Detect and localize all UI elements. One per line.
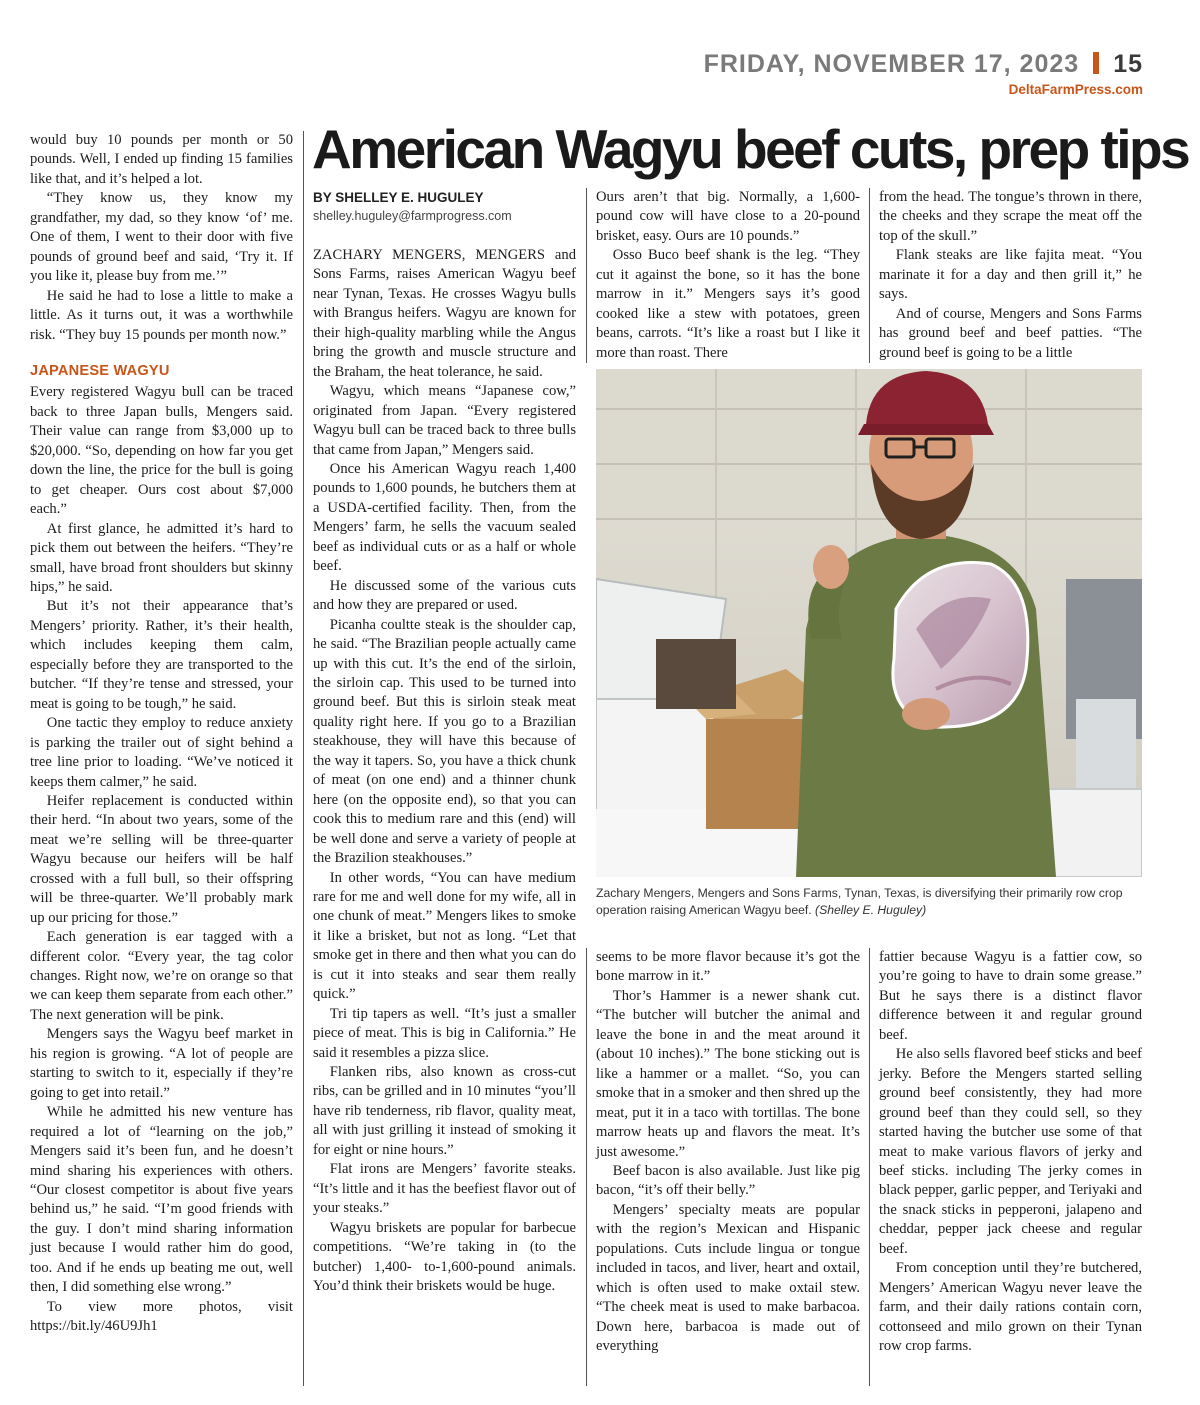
paragraph: from the head. The tongue’s thrown in there, the cheeks and they scrape the meat off the top of the skull.” [879,189,1142,244]
paragraph: Flanken ribs, also known as cross-cut ribs, can be grilled and in 10 minutes “you’ll have rib tenderness, rib flavor, quality meat, all with just grilling it instead of smoking it for eight or nine hours.” [313,1064,576,1158]
paragraph: Ours aren’t that big. Normally, a 1,600-pound cow will have close to a 20-pound brisket, easy. Ours are 10 pounds.” [596,189,860,244]
paragraph: He discussed some of the various cuts and how they are prepared or used. [313,577,576,614]
author-email[interactable]: shelley.huguley@farmprogress.com [313,209,512,223]
article-column-1 [30,131,293,1337]
article-column-3-top [596,188,860,363]
column-rule [586,948,587,1386]
paragraph: would buy 10 pounds per month or 50 pounds. Well, I ended up finding 15 families like that, and it’s helped a lot. [30,132,293,187]
paragraph: And of course, Mengers and Sons Farms has ground beef and beef patties. “The ground beef is going to be a little [879,305,1142,361]
paragraph: One tactic they employ to reduce anxiety is parking the trailer out of sight behind a tree line prior to loading. “We’ve noticed it keeps them calmer,” he said. [30,715,293,790]
paragraph: Wagyu briskets are popular for barbecue competitions. “We’re taking in (to the butcher) 1,400- to-1,600-pound animals. You’d think their briskets would be huge. [313,1219,576,1295]
column-rule [586,188,587,363]
issue-date-header [700,50,1143,79]
paragraph: fattier because Wagyu is a fattier cow, so you’re going to have to drain some grease.” But he says there is a distinct flavor difference between it and regular ground beef. [879,949,1142,1043]
paragraph: seems to be more flavor because it’s got the bone marrow in it.” [596,949,860,985]
caption-text: Zachary Mengers, Mengers and Sons Farms, Tynan, Texas, is diversifying their primarily row crop operation raising American Wagyu beef. [596,886,1123,917]
paragraph: “They know us, they know my grandfather, my dad, so they know ‘of’ me. One of them, I went to their door with five pounds of ground beef and said, ‘Try it. If you like it, please buy from me.’” [30,190,293,285]
byline: BY SHELLEY E. HUGULEY [313,190,484,205]
website-link[interactable]: DeltaFarmPress.com [1008,82,1143,97]
article-column-3-bottom [596,948,860,1357]
paragraph: Each generation is ear tagged with a different color. “Every year, the tag color changes. Right now, we’re on orange so that we can keep them separate from each other.” The next generation will be pink. [30,929,293,1023]
article-photo [596,369,1142,877]
paragraph: Wagyu, which means “Japanese cow,” originated from Japan. “Every registered Wagyu bull can be traced back to three bulls that came from Japan,” Mengers said. [313,383,576,458]
column-rule [869,188,870,363]
paragraph: From conception until they’re butchered, Mengers’ American Wagyu never leave the farm, and their daily rations contain corn, cottonseed and milo grown on their Tynan row crop farms. [879,1260,1142,1355]
article-column-2 [313,246,576,1296]
paragraph: Beef bacon is also available. Just like pig bacon, “it’s off their belly.” [596,1162,860,1199]
article-column-4-bottom [879,948,1142,1357]
photo-of-man-holding-wagyu-beef-icon [596,369,1142,877]
photo-credit: (Shelley E. Huguley) [815,903,927,917]
paragraph: Picanha coultte steak is the shoulder cap, he said. “The Brazilian people actually came up with this cut. It’s the end of the sirloin, the sirloin cap. This used to be turned into ground beef. But this is sirloin steak meat quality right here. If you go to a Brazilian steakhouse, they will have this because of the way it tapers. So, you have a thick chunk of meat (on one end) and a thinner chunk here (on the opposite end), so that you can cook this to medium rare and this (end) will be well done and serve a variety of people at the Brazilion steakhouses.” [313,616,576,867]
page-number: 15 [1113,50,1143,78]
paragraph: While he admitted his new venture has required a lot of “learning on the job,” Mengers said it’s been fun, and he doesn’t mind sharing his experiences with others. “Our closest competitor is about five years behind us,” he said. “I’m good friends with the guy. I don’t mind sharing information just because I would rather him do good, too. And if he ends up beating me out, well then, I did something else wrong.” [30,1104,293,1296]
paragraph: Tri tip tapers as well. “It’s just a smaller piece of meat. This is big in California.” He said it resembles a pizza slice. [313,1005,576,1061]
section-subhead: JAPANESE WAGYU [30,362,170,379]
photo-caption [596,885,1142,919]
paragraph: He also sells flavored beef sticks and beef jerky. Before the Mengers started selling ground beef consistently, they had more ground beef than they could sell, so they started having the butcher use some of that meat to make various flavors of jerky and beef sticks. including The jerky comes in black pepper, garlic pepper, and Teriyaki and the snack sticks in pepperoni, jalapeno and cheddar, pepper jack cheese and regular beef. [879,1046,1142,1257]
paragraph: At first glance, he admitted it’s hard to pick them out between the heifers. “They’re small, have broad front shoulders but skinny hips,” he said. [30,520,293,595]
paragraph: Once his American Wagyu reach 1,400 pounds to 1,600 pounds, he butchers them at a USDA-certified facility. Then, from the Mengers’ farm, he sells the vacuum sealed beef as individual cuts or as a half or whole beef. [313,460,576,575]
issue-date: FRIDAY, NOVEMBER 17, 2023 [703,50,1080,78]
paragraph: Mengers’ specialty meats are popular with the region’s Mexican and Hispanic populations. Cuts include lingua or tongue included in tacos, and liver, heart and oxtail, which is often used to make oxtail stew. “The cheek meat is used to make barbacoa. Down here, barbacoa is made out of everything [596,1201,860,1355]
paragraph: Flank steaks are like fajita meat. “You marinate it for a day and then grill it,” he says. [879,247,1142,303]
paragraph: Flat irons are Mengers’ favorite steaks. “It’s little and it has the beefiest flavor out of your steaks.” [313,1161,576,1217]
paragraph: Every registered Wagyu bull can be traced back to three Japan bulls, Mengers said. Their value can range from $3,000 up to $20,000. “So, depending on how far you get down the line, the price for the bull is going to get cheaper. Ours cost about $7,000 each.” [30,384,293,518]
paragraph: Osso Buco beef shank is the leg. “They cut it against the bone, so it has the bone marrow in it.” Mengers says it’s good cooked like a stew with potatoes, green beans, carrots. “It’s like a roast but I like it more than roast. There [596,247,860,361]
paragraph: To view more photos, visit https://bit.ly/46U9Jh1 [30,1298,293,1335]
paragraph: Thor’s Hammer is a newer shank cut. “The butcher will butcher the animal and leave the bone in and the meat around it (about 10 inches).” The bone sticking out is like a hammer or a mallet. “So, you can smoke that in a smoker and then shred up the meat, put it in a taco with tortillas. The bone marrow heats up and flavors the meat. It’s just awesome.” [596,987,860,1160]
paragraph: Mengers says the Wagyu beef market in his region is growing. “A lot of people are starting to switch to it, especially if they’re going to get into retail.” [30,1026,293,1101]
article-column-4-top [879,188,1142,363]
column-rule [303,131,304,1386]
header-divider [1093,52,1099,74]
column-rule [869,948,870,1386]
paragraph: Heifer replacement is conducted within their herd. “In about two years, some of the meat we’re selling will be three-quarter Wagyu because our heifers will be half crossed with a full bull, so their offspring will be three-quarter. We’ll probably mark up our pricing for those.” [30,792,293,926]
paragraph: He said he had to lose a little to make a little. As it turns out, it was a worthwhile risk. “They buy 15 pounds per month now.” [30,287,293,343]
paragraph: But it’s not their appearance that’s Mengers’ priority. Rather, it’s their health, which includes keeping them calm, especially before they are transported to the butcher. “If they’re tense and stressed, your meat is going to be tough,” he said. [30,598,293,712]
paragraph: In other words, “You can have medium rare for me and well done for my wife, all in one chunk of meat.” Mengers likes to smoke it like a brisket, but not as long. “Let that smoke get in there and then what you can do is cut it into steaks and sear them really quick.” [313,869,576,1003]
article-headline: American Wagyu beef cuts, prep tips [312,118,1189,180]
paragraph: ZACHARY MENGERS, MENGERS and Sons Farms, raises American Wagyu beef near Tynan, Texas. He crosses Wagyu bulls with Brangus heifers. Wagyu are known for their high-quality marbling while the Angus bring the growth and muscle structure and the Braham, the heat tolerance, he said. [313,247,576,380]
